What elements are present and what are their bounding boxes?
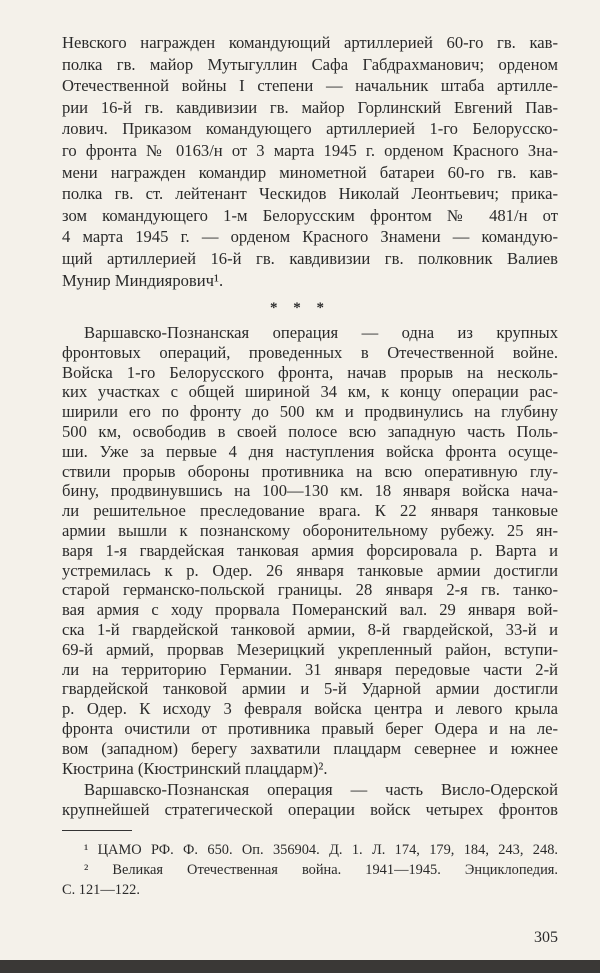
paragraph1-line: зом командующего 1-м Белорусским фронтом № 481/н от bbox=[62, 205, 558, 225]
paragraph1-line: Отечественной войны I степени — начальник штаба артилле- bbox=[62, 76, 558, 96]
paragraph2-line: фронтовых операций, проведенных в Отечественной войне. bbox=[62, 342, 558, 362]
paragraph2-line: бину, продвинувшись на 100—130 км. 18 января войска нача- bbox=[62, 481, 558, 501]
paragraph2-line: Войска 1-го Белорусского фронта, начав прорыв на несколь- bbox=[62, 362, 558, 382]
footnotes-line: ¹ ЦАМО РФ. Ф. 650. Оп. 356904. Д. 1. Л. 174, 179, 184, 243, 248. bbox=[84, 842, 558, 858]
paragraph3-line: крупнейшей стратегической операции войск четырех фронтов bbox=[62, 799, 558, 819]
paragraph2-line: фронта очистили от противника правый берег Одера и на ле- bbox=[62, 718, 558, 738]
paragraph2-line: ширили его по фронту до 500 км и продвинулись на глубину bbox=[62, 402, 558, 422]
paragraph2-line: ли на территорию Германии. 31 января передовые части 2-й bbox=[62, 659, 558, 679]
scan-edge bbox=[0, 960, 600, 973]
paragraph1-line: рии 16-й гв. кавдивизии гв. майор Горлинский Евгений Пав- bbox=[62, 97, 558, 117]
paragraph2-line: Кюстрина (Кюстринский плацдарм)². bbox=[62, 758, 328, 778]
paragraph2-line: р. Одер. К исходу 3 февраля войска центра и левого крыла bbox=[62, 699, 558, 719]
page-number: 305 bbox=[534, 929, 558, 946]
footnotes-line: ² Великая Отечественная война. 1941—1945. Энциклопедия. bbox=[84, 862, 558, 878]
paragraph2-line: варя 1-я гвардейская танковая армия форсировала р. Варта и bbox=[62, 540, 558, 560]
paragraph2-line: гвардейской танковой армии и 5-й Ударной армии достигли bbox=[62, 679, 558, 699]
paragraph2-line: ска 1-й гвардейской танковой армии, 8-й гвардейской, 33-й и bbox=[62, 619, 558, 639]
paragraph2-line: ких участках с общей шириной 34 км, к концу операции рас- bbox=[62, 382, 558, 402]
paragraph2-line: вом (западном) берегу захватили плацдарм севернее и южнее bbox=[62, 738, 558, 758]
paragraph1-line: щий артиллерией 16-й гв. кавдивизии гв. полковник Валиев bbox=[62, 248, 558, 268]
paragraph-2 bbox=[62, 323, 558, 778]
paragraph1-line: Мунир Миндиярович¹. bbox=[62, 270, 224, 290]
paragraph2-line: старой германско-польской границы. 28 января 2-я гв. танко- bbox=[62, 580, 558, 600]
paragraph2-line: армии вышли к познанскому оборонительному рубежу. 25 ян- bbox=[62, 520, 558, 540]
paragraph-1 bbox=[62, 32, 558, 291]
paragraph2-line: 500 км, освободив в своей полосе всю западную часть Поль- bbox=[62, 421, 558, 441]
paragraph1-line: лович. Приказом командующего артиллерией 1-го Белорусско- bbox=[62, 119, 558, 139]
paragraph1-line: го фронта № 0163/н от 3 марта 1945 г. орденом Красного Зна- bbox=[62, 140, 558, 160]
paragraph2-line: ствили прорыв обороны противника на всю оперативную глу- bbox=[62, 461, 558, 481]
paragraph2-line: устремилась к р. Одер. 26 января танковые армии достигли bbox=[62, 560, 558, 580]
paragraph1-line: 4 марта 1945 г. — орденом Красного Знамени — командую- bbox=[62, 227, 558, 247]
paragraph2-line: ши. Уже за первые 4 дня наступления войска фронта осуще- bbox=[62, 441, 558, 461]
paragraph1-line: мени награжден командир минометной батареи 60-го гв. кав- bbox=[62, 162, 558, 182]
paragraph2-line: Варшавско-Познанская операция — одна из крупных bbox=[84, 323, 558, 342]
paragraph-3 bbox=[62, 780, 558, 820]
section-separator: * * * bbox=[270, 300, 330, 316]
paragraph3-line: Варшавско-Познанская операция — часть Висло-Одерской bbox=[84, 780, 558, 799]
paragraph1-line: полка гв. майор Мутыгуллин Сафа Габдрахманович; орденом bbox=[62, 54, 558, 74]
footnotes-line: С. 121—122. bbox=[62, 882, 140, 898]
paragraph1-line: полка гв. ст. лейтенант Ческидов Николай Леонтьевич; прика- bbox=[62, 184, 558, 204]
paragraph1-line: Невского награжден командующий артиллерией 60-го гв. кав- bbox=[62, 33, 558, 52]
footnotes bbox=[62, 840, 558, 900]
paragraph2-line: вая армия с ходу прорвала Померанский вал. 29 января вой- bbox=[62, 600, 558, 620]
paragraph2-line: ли решительное преследование врага. К 22 января танковые bbox=[62, 501, 558, 521]
footnote-rule bbox=[62, 830, 132, 831]
paragraph2-line: 69-й армий, прорвав Мезерицкий укрепленный район, вступи- bbox=[62, 639, 558, 659]
